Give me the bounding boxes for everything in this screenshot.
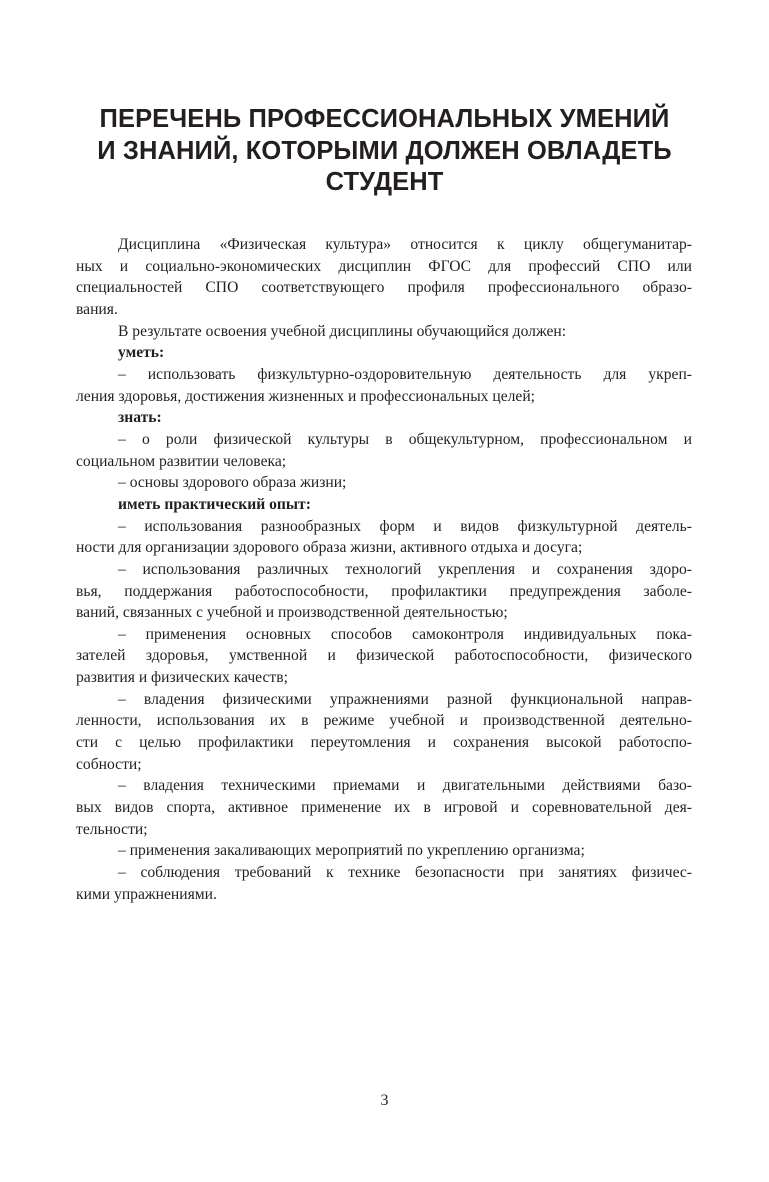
text-line: ления здоровья, достижения жизненных и профессиональных целей; bbox=[76, 387, 536, 405]
text-line: ных и социально-экономических дисциплин ФГОС для профессий СПО или bbox=[76, 257, 692, 275]
text-line: – о роли физической культуры в общекультурном, профессиональном и bbox=[118, 430, 692, 448]
text-line: – применения закаливающих мероприятий по укреплению организма; bbox=[118, 842, 585, 860]
title-line: ПЕРЕЧЕНЬ ПРОФЕССИОНАЛЬНЫХ УМЕНИЙ bbox=[99, 105, 670, 133]
title-line: И ЗНАНИЙ, КОТОРЫМИ ДОЛЖЕН ОВЛАДЕТЬ bbox=[97, 136, 672, 165]
text-line: вых видов спорта, активное применение их в игровой и соревновательной дея- bbox=[76, 799, 692, 817]
text-line: – использования различных технологий укрепления и сохранения здоро- bbox=[118, 560, 692, 578]
title-line: СТУДЕНТ bbox=[325, 168, 444, 196]
section-heading bbox=[76, 407, 692, 429]
text-line: вья, поддержания работоспособности, профилактики предупреждения заболе- bbox=[76, 582, 692, 600]
text-line: В результате освоения учебной дисциплины обучающийся должен: bbox=[118, 322, 567, 340]
section-heading bbox=[76, 494, 692, 516]
text-line: уметь: bbox=[118, 344, 165, 362]
text-line: – владения физическими упражнениями разной функциональной направ- bbox=[118, 690, 692, 708]
text-line: знать: bbox=[118, 409, 162, 427]
text-line: вания. bbox=[76, 300, 118, 318]
paragraph bbox=[76, 559, 692, 624]
section-heading bbox=[76, 342, 692, 364]
paragraph bbox=[76, 364, 692, 407]
paragraph bbox=[76, 234, 692, 321]
text-line: иметь практический опыт: bbox=[118, 495, 311, 513]
text-line: Дисциплина «Физическая культура» относится к циклу общегуманитар- bbox=[118, 236, 692, 253]
text-line: – использования разнообразных форм и видов физкультурной деятель- bbox=[118, 517, 692, 535]
text-line: кими упражнениями. bbox=[76, 885, 217, 903]
paragraph bbox=[76, 775, 692, 840]
paragraph bbox=[76, 516, 692, 559]
text-line: – использовать физкультурно-оздоровительную деятельность для укреп- bbox=[118, 365, 692, 383]
text-line: ности для организации здорового образа жизни, активного отдыха и досуга; bbox=[76, 539, 583, 557]
page-number: 3 bbox=[380, 1092, 389, 1109]
paragraph bbox=[76, 321, 692, 343]
page-title bbox=[0, 104, 769, 199]
document-body bbox=[76, 234, 692, 905]
text-line: социальном развитии человека; bbox=[76, 452, 287, 470]
text-line: ваний, связанных с учебной и производственной деятельностью; bbox=[76, 604, 508, 622]
paragraph bbox=[76, 429, 692, 472]
text-line: – владения техническими приемами и двигательными действиями базо- bbox=[118, 777, 692, 795]
text-line: развития и физических качеств; bbox=[76, 669, 288, 687]
text-line: ленности, использования их в режиме учебной и производственной деятельно- bbox=[76, 712, 692, 730]
paragraph bbox=[76, 689, 692, 776]
text-line: специальностей СПО соответствующего профиля профессионального образо- bbox=[76, 279, 692, 297]
text-line: зателей здоровья, умственной и физической работоспособности, физического bbox=[76, 647, 692, 665]
paragraph bbox=[76, 472, 692, 494]
text-line: – применения основных способов самоконтроля индивидуальных пока- bbox=[118, 625, 692, 643]
text-line: тельности; bbox=[76, 820, 148, 838]
paragraph bbox=[76, 840, 692, 862]
text-line: – соблюдения требований к технике безопасности при занятиях физичес- bbox=[118, 864, 692, 882]
paragraph bbox=[76, 862, 692, 905]
text-line: – основы здорового образа жизни; bbox=[118, 474, 347, 492]
paragraph bbox=[76, 624, 692, 689]
text-line: собности; bbox=[76, 755, 142, 773]
text-line: сти с целью профилактики переутомления и сохранения высокой работоспо- bbox=[76, 734, 692, 752]
